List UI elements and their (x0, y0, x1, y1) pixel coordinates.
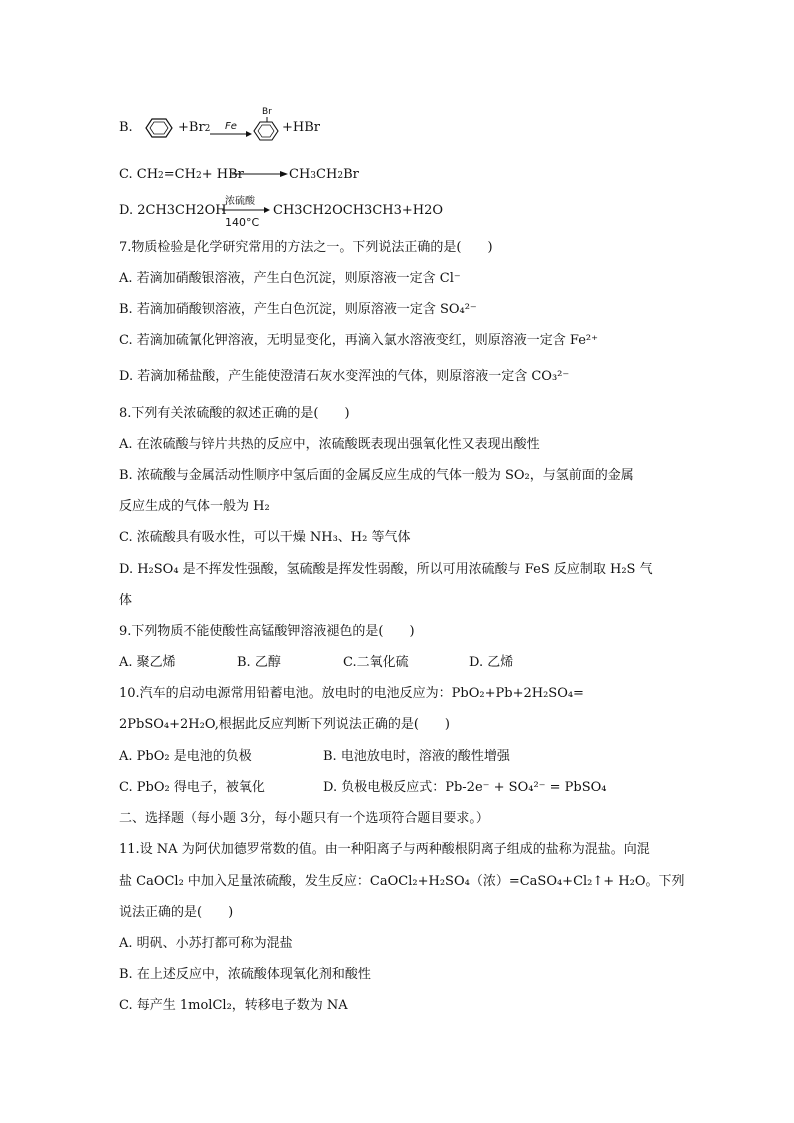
q11-stem-line3: 说法正确的是( ) (119, 905, 234, 920)
reaction-d-condition-top: 浓硫酸 (225, 196, 255, 207)
reaction-d-arrow (222, 206, 270, 214)
bromobenzene-icon (254, 117, 278, 143)
reaction-b-label: B. (119, 120, 133, 135)
benzene-icon (146, 117, 172, 139)
q8-option-a: A. 在浓硫酸与锌片共热的反应中，浓硫酸既表现出强氧化性又表现出酸性 (119, 437, 540, 452)
q9-option-c: C.二氧化硫 (343, 655, 409, 670)
q9-option-a: A. 聚乙烯 (119, 655, 176, 670)
q10-option-a: A. PbO₂ 是电池的负极 (119, 749, 252, 764)
q8-stem: 8.下列有关浓硫酸的叙述正确的是( ) (119, 406, 350, 421)
q11-option-c: C. 每产生 1molCl₂，转移电子数为 NA (119, 998, 348, 1013)
bromo-substituent: Br (262, 107, 272, 117)
q8-option-c: C. 浓硫酸具有吸水性，可以干燥 NH₃、H₂ 等气体 (119, 530, 411, 545)
reaction-d-condition-bottom: 140°C (225, 216, 260, 229)
q7-option-b: B. 若滴加硝酸钡溶液，产生白色沉淀，则原溶液一定含 SO₄²⁻ (119, 302, 477, 317)
reaction-b-arrow (210, 130, 252, 138)
q10-stem-line2: 2PbSO₄+2H₂O,根据此反应判断下列说法正确的是( ) (119, 717, 450, 732)
reaction-c-reactants: C. CH2=CH2+ HBr (119, 167, 244, 182)
reaction-c-arrow (232, 170, 288, 178)
q7-option-c: C. 若滴加硫氰化钾溶液，无明显变化，再滴入氯水溶液变红，则原溶液一定含 Fe²⁺ (119, 333, 598, 348)
q8-option-b-line2: 反应生成的气体一般为 H₂ (119, 499, 270, 514)
q10-option-b: B. 电池放电时，溶液的酸性增强 (323, 749, 510, 764)
reaction-b-product: +HBr (282, 120, 320, 135)
q11-stem-line2: 盐 CaOCl₂ 中加入足量浓硫酸，发生反应：CaOCl₂+H₂SO₄（浓）=CaSO₄+Cl₂↑+ H₂O。下列 (119, 874, 685, 889)
reaction-b-reactant: +Br2 (178, 120, 211, 135)
reaction-d-reactants: D. 2CH3CH2OH (119, 203, 227, 218)
q9-stem: 9.下列物质不能使酸性高锰酸钾溶液褪色的是( ) (119, 624, 415, 639)
q9-option-d: D. 乙烯 (469, 655, 514, 670)
q7-option-a: A. 若滴加硝酸银溶液，产生白色沉淀，则原溶液一定含 Cl⁻ (119, 271, 461, 286)
reaction-d-product: CH3CH2OCH3CH3+H2O (273, 203, 444, 218)
q8-option-b-line1: B. 浓硫酸与金属活动性顺序中氢后面的金属反应生成的气体一般为 SO₂，与氢前面的金属 (119, 468, 634, 483)
q9-option-b: B. 乙醇 (237, 655, 281, 670)
section-2-heading: 二、选择题（每小题 3分，每小题只有一个选项符合题目要求。） (119, 811, 489, 826)
q8-option-d-line1: D. H₂SO₄ 是不挥发性强酸，氢硫酸是挥发性弱酸，所以可用浓硫酸与 FeS 反应制取 H₂S 气 (119, 562, 653, 577)
q11-option-a: A. 明矾、小苏打都可称为混盐 (119, 936, 293, 951)
q10-option-d: D. 负极电极反应式：Pb-2e⁻ + SO₄²⁻ = PbSO₄ (323, 780, 607, 795)
q8-option-d-line2: 体 (119, 593, 133, 608)
q10-stem-line1: 10.汽车的启动电源常用铅蓄电池。放电时的电池反应为：PbO₂+Pb+2H₂SO₄= (119, 686, 584, 701)
reaction-c-product: CH3CH2Br (289, 167, 359, 182)
q7-option-d: D. 若滴加稀盐酸，产生能使澄清石灰水变浑浊的气体，则原溶液一定含 CO₃²⁻ (119, 369, 570, 384)
q11-stem-line1: 11.设 NA 为阿伏加德罗常数的值。由一种阳离子与两种酸根阴离子组成的盐称为混盐。向混 (119, 842, 650, 857)
q11-option-b: B. 在上述反应中，浓硫酸体现氧化剂和酸性 (119, 967, 371, 982)
q10-option-c: C. PbO₂ 得电子，被氧化 (119, 780, 265, 795)
q7-stem: 7.物质检验是化学研究常用的方法之一。下列说法正确的是( ) (119, 240, 493, 255)
reaction-b-catalyst: Fe (225, 121, 237, 132)
